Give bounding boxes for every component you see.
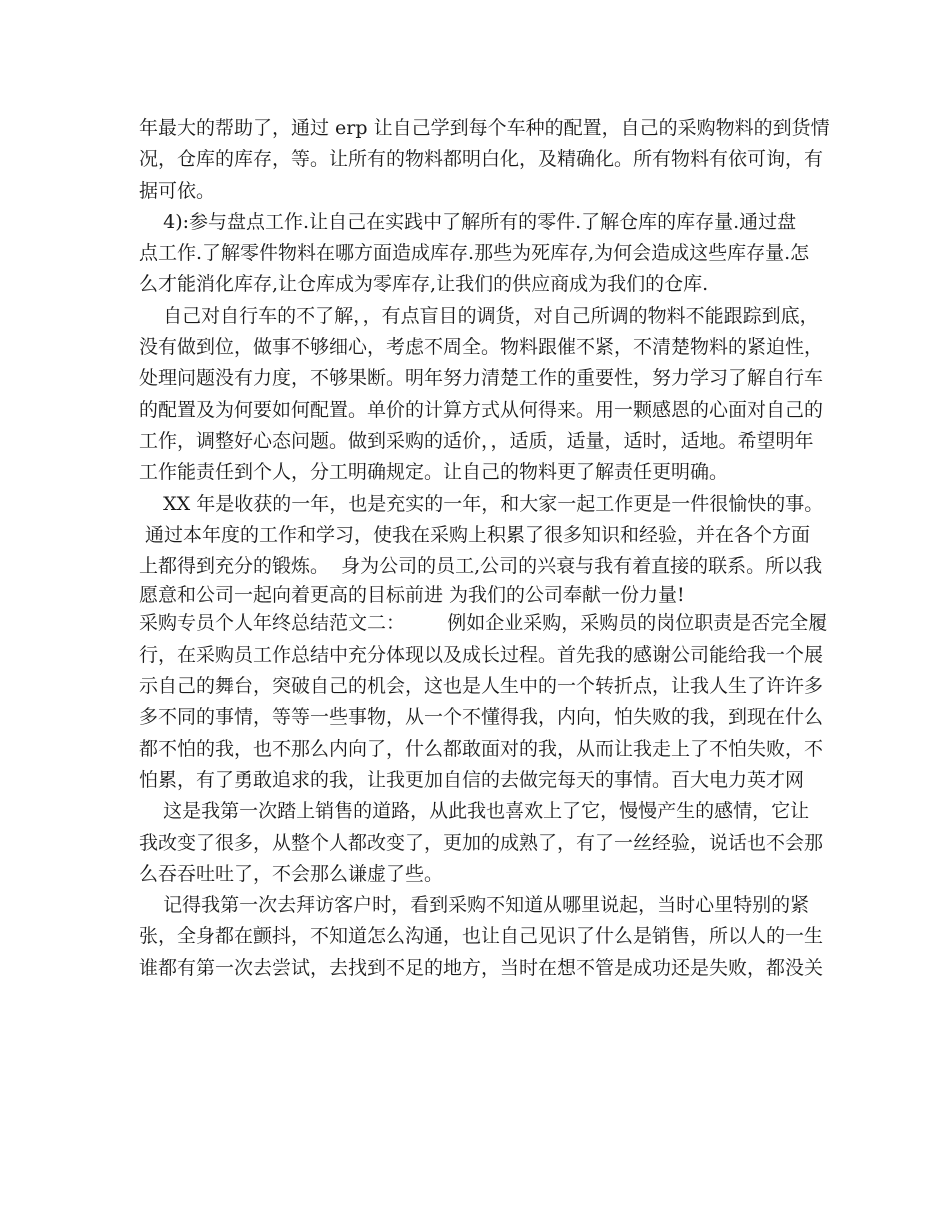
text-line: 行，在采购员工作总结中充分体现以及成长过程。首先我的感谢公司能给我一个展 (139, 643, 824, 666)
text-line: 张，全身都在颤抖，不知道怎么沟通，也让自己见识了什么是销售，所以人的一生 (139, 925, 824, 948)
text-line: 都不怕的我，也不那么内向了，什么都敢面对的我，从而让我走上了不怕失败，不 (139, 737, 824, 760)
text-line: 点工作.了解零件物料在哪方面造成库存.那些为死库存,为何会造成这些库存量.怎 (139, 242, 810, 265)
text-line: 多不同的事情，等等一些事物，从一个不懂得我，内向，怕失败的我，到现在什么 (139, 706, 824, 729)
text-line: 记得我第一次去拜访客户时，看到采购不知道从哪里说起，当时心里特别的紧 (139, 894, 810, 917)
section-heading-line: 采购专员个人年终总结范文二： 例如企业采购，采购员的岗位职责是否完全履 (139, 612, 828, 635)
text-line: 么才能消化库存,让仓库成为零库存,让我们的供应商成为我们的仓库. (139, 273, 709, 296)
text-line: 的配置及为何要如何配置。单价的计算方式从何得来。用一颗感恩的心面对自己的 (139, 398, 824, 421)
text-line: 工作，调整好心态问题。做到采购的适价，，适质，适量，适时，适地。希望明年 (139, 429, 814, 452)
text-line: 上都得到充分的锻炼。 身为公司的员工,公司的兴衰与我有着直接的联系。所以我 (139, 555, 823, 578)
text-line: 示自己的舞台，突破自己的机会，这也是人生中的一个转折点，让我人生了许许多 (139, 675, 824, 698)
text-line: 处理问题没有力度，不够果断。明年努力清楚工作的重要性，努力学习了解自行车 (139, 367, 824, 390)
text-line: 通过本年度的工作和学习，使我在采购上积累了很多知识和经验，并在各个方面 (139, 523, 811, 546)
document-body (139, 113, 830, 984)
text-line: 我改变了很多，从整个人都改变了，更加的成熟了，有了一丝经验，说话也不会那 (139, 831, 824, 854)
text-line: 况，仓库的库存，等。让所有的物料都明白化，及精确化。所有物料有依可询，有 (139, 148, 824, 171)
text-line: 自己对自行车的不了解，，有点盲目的调货，对自己所调的物料不能跟踪到底， (139, 304, 819, 327)
text-line: 这是我第一次踏上销售的道路，从此我也喜欢上了它，慢慢产生的感情，它让 (139, 800, 810, 823)
text-line: 年最大的帮助了，通过 erp 让自己学到每个车种的配置，自己的采购物料的到货情 (139, 117, 830, 139)
text-line: 怕累，有了勇敢追求的我，让我更加自信的去做完每天的事情。百大电力英才网 (139, 768, 805, 791)
text-line: 么吞吞吐吐了，不会那么谦虚了些。 (139, 862, 444, 885)
text-line: 愿意和公司一起向着更高的目标前进 为我们的公司奉献一份力量! (139, 584, 685, 607)
text-line: 没有做到位，做事不够细心，考虑不周全。物料跟催不紧，不清楚物料的紧迫性， (139, 336, 824, 359)
text-line: 4):参与盘点工作.让自己在实践中了解所有的零件.了解仓库的库存量.通过盘 (139, 210, 797, 233)
text-line: 工作能责任到个人，分工明确规定。让自己的物料更了解责任更明确。 (139, 461, 729, 484)
text-line: 谁都有第一次去尝试，去找到不足的地方，当时在想不管是成功还是失败，都没关 (139, 956, 824, 979)
text-line: XX 年是收获的一年，也是充实的一年，和大家一起工作更是一件很愉快的事。 (139, 492, 824, 515)
text-line: 据可依。 (139, 179, 216, 202)
